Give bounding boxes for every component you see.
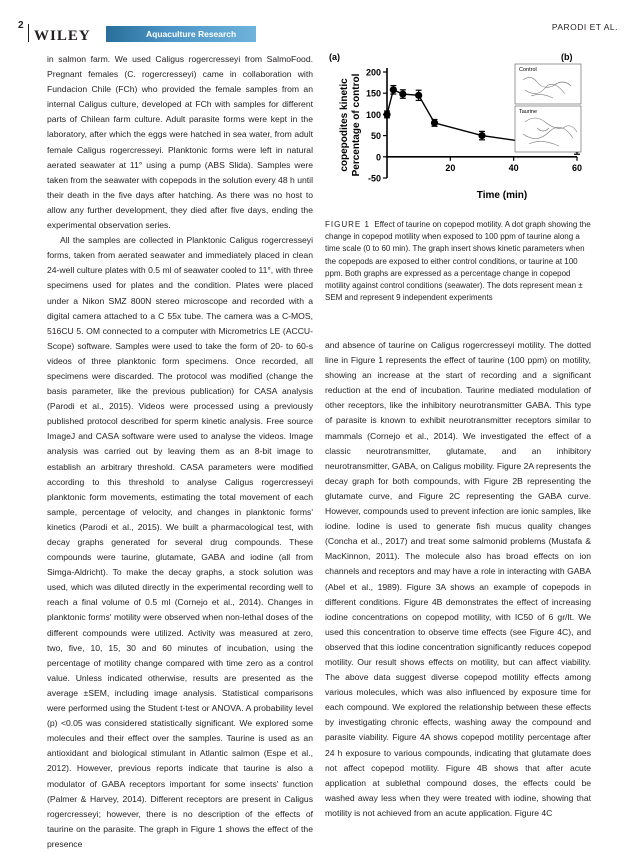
header-divider bbox=[28, 24, 29, 42]
left-column bbox=[47, 52, 313, 852]
y-axis-label: copepodites kinetic bbox=[339, 78, 350, 172]
paragraph: and absence of taurine on Caligus rogercresseyi motility. The dotted line in Figure 1 represents the effect of taurine (100 ppm) on motility, showing an increase at the start of recording and a significant reduction at the end of incubation. Taurine mediated modulation of other receptors, like the inhibitory neurotransmitter GABA. This type of parasite is known to exhibit neurotransmitter receptors similar to mammals (Cornejo et al., 2014). We investigated the effect of a classic neurotransmitter, glutamate, and an inhibitory neurotransmitter, GABA, on Caligus mobility. Figure 2A represents the decay graph for both compounds, with Figure 2B representing the glutamate curve, and Figure 2C representing the GABA curve. However, compounds used to prevent infection are ionic samples, like iodine. Iodine is used to generate fish mucus quality changes (Concha et al., 2017) and treat some salmonid problems (Mustafa & MacKinnon, 2011). The molecule also has broad effects on ion channels and receptors and may have a role in interacting with GABA (Abel et al., 1989). Figure 3A shows an example of copepods in different conditions. Figure 4B demonstrates the effect of increasing iodine concentrations on copepod motility, with IC50 of 6 gr/lt. We used this concentration to observe time effects (see Figure 4C), and observed that this iodine concentration significantly reduces copepod motility. Our result shows effects on motility, but can affect viability. The above data suggest diverse copepod motility effects among various molecules, which was also influenced by exposure time for each compound. We explored the relationship between these effects by investigating chronic effects, washing away the compound and parasite viability. Figure 4A shows copepod motility percentage after 24 h exposure to various compounds, indicating that glutamate does not affect copepod motility. Figure 4B shows that after acute application at sublethal compound doses, the effects could be washed away less when they were treated with iodine, showing that motility is not achieved from an acute application. Figure 4C bbox=[325, 340, 591, 818]
page-header bbox=[18, 16, 618, 46]
y-axis-label: Percentage of control bbox=[351, 73, 362, 177]
paragraph: All the samples are collected in Planktonic Caligus rogercresseyi forms, taken from aerated seawater and immediately placed in clean 24-well culture plates with 0.5 ml of seawater cooled to 11°, with three specimens used for plates and the condition. Plates were placed under a Nikon SMZ 800N stereo microscope and recorded with a digital camera attached to a C 55x tube. The camera was a C-MOS, 516CU 5. OM connected to a computer with Micrometrics LE (ACCU-Scope) software. Samples were used to take the form of 20- to 60-s videos of three planktonic form specimens. Once recorded, all specimens were discarded. The protocol was modified (change the basis parameter, like the previous publication) for CASA analysis (Parodi et al., 2015). Videos were processed using a previously published protocol described for sperm kinetic analysis. Free source ImageJ and CASA software were used to analyse the videos. Image analysis was carried out by leaving them as an 8-bit image to establish an arbitrary threshold. CASA parameters were modified according to this threshold to analyse Caligus rogercresseyi planktonic form movements, estimating the total movement of each sample, percentage of velocity, and changes in planktonic forms' kinetics (Parodi et al., 2015). We built a pharmacological test, with decay graphs generated for several drug compounds. These compounds were taurine, glutamate, GABA and iodine (all from Simga-Aldricht). To make the decay graphs, a stock solution was used, which was diluted directly in the experimental recording well to reach a final volume of 0.5 ml (Cornejo et al., 2014). Changes in planktonic forms' motility were observed when non-lethal doses of the different compounds were utilized. Activity was measured at zero, two, five, 10, 15, 30 and 60 minutes of incubation, using the percentage of motility change compared with time zero as a control value. Unless indicated otherwise, results are presented as the average ±SEM, including image analysis. Statistical comparisons were performed using the Student t-test or ANOVA. A probability level (p) <0.05 was considered statistically significant. We explored some molecules and their effect over the samples. Taurine is used as an antioxidant and biological stimulant in Atlantic salmon (Espe et al., 2012). However, previous reports indicate that taurine is also a modulator of GABA receptors important for some insects' function (Palmer & Harvey, 2014). Different receptors are present in Caligus rogercresseyi; however, there is no description of the effects of taurine on the parasite. The graph in Figure 1 shows the effect of the presence bbox=[47, 235, 313, 849]
y-tick-label: 150 bbox=[365, 88, 381, 99]
panel-b-label: (b) bbox=[561, 52, 573, 62]
data-point bbox=[390, 86, 397, 93]
x-tick-label: 40 bbox=[508, 162, 519, 173]
inset-panels bbox=[515, 64, 581, 152]
y-tick-label: -50 bbox=[367, 173, 381, 184]
data-point bbox=[383, 111, 390, 118]
data-point bbox=[478, 132, 485, 139]
inset-taurine-label: Taurine bbox=[519, 109, 538, 115]
publisher-logo: WILEY bbox=[34, 28, 91, 44]
journal-banner: Aquaculture Research bbox=[106, 26, 256, 42]
y-tick-label: 100 bbox=[365, 109, 381, 120]
data-point bbox=[399, 90, 406, 97]
y-tick-label: 0 bbox=[375, 152, 381, 163]
taurine-motility-chart bbox=[325, 50, 591, 210]
panel-a-label: (a) bbox=[329, 52, 340, 62]
caption-label: FIGURE 1 bbox=[325, 220, 370, 229]
x-axis-label: Time (min) bbox=[476, 190, 528, 201]
figure-1 bbox=[325, 50, 591, 210]
x-tick-label: 20 bbox=[445, 162, 456, 173]
caption-text: Effect of taurine on copepod motility. A dot graph showing the change in copepod motility when exposed to 100 ppm of taurine along a time scale (0 to 60 min). The graph insert shows kinetic parameters when the copepods are exposed to either control conditions, or taurine at 100 ppm. Both graphs are expressed as a percentage change in copepod motility against control conditions (seawater). The dots represent mean ± SEM and represent 9 independent experiments bbox=[325, 220, 591, 303]
inset-control-label: Control bbox=[519, 67, 537, 73]
x-tick-label: 60 bbox=[571, 162, 583, 173]
figure-caption bbox=[325, 219, 591, 304]
running-head: PARODI ET AL. bbox=[551, 22, 618, 32]
page-number: 2 bbox=[18, 20, 24, 31]
y-tick-label: 50 bbox=[370, 131, 381, 142]
data-point bbox=[415, 92, 422, 99]
right-column bbox=[325, 338, 591, 821]
paragraph: in salmon farm. We used Caligus rogercresseyi from SalmoFood. Pregnant females (C. rogercresseyi) came in collaboration with Fundacion Chile (FCh) who provided the female samples from an internal Caligus culture, developed at FCh with samples for different parts of Chilean farm culture. Adult parasite forms were kept in the laboratory, after which the eggs were hatched in sea water, from adult female Caligus rogercresseyi. Planktonic forms were left in natural aerated seawater at 11° using a pump (ABS Slida). Samples were taken from the seawater with copepods in the solution every 48 h until their death in the five days after hatching. As there was no host to allow any further development, they died after five days, ending the experimental observation series. bbox=[47, 54, 313, 231]
y-tick-label: 200 bbox=[365, 67, 381, 78]
data-point bbox=[431, 119, 438, 126]
